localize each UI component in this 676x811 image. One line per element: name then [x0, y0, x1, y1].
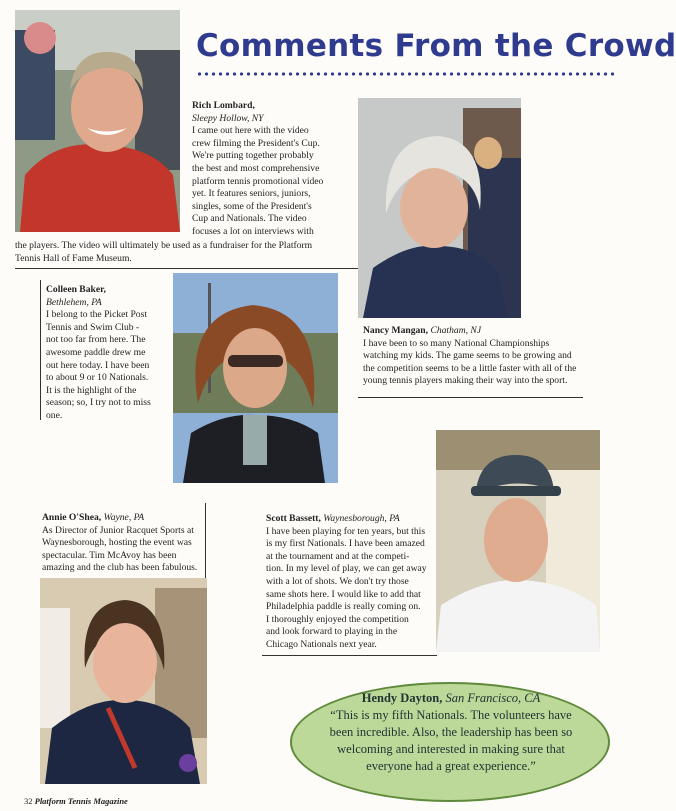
comment-line: It is the highlight of the: [46, 384, 137, 396]
comment-line: the players. The video will ultimately be used as a fundraiser for the Platform: [15, 240, 313, 251]
commenter-name: Colleen Baker,: [46, 284, 106, 295]
comment-line: I have been playing for ten years, but this: [266, 525, 426, 537]
scott-bassett-photo: [436, 430, 600, 652]
comment-line: everyone had a great experience.”: [366, 759, 536, 773]
divider-line: [40, 280, 41, 420]
comment-line: awesome paddle drew me: [46, 346, 146, 358]
comment-line: been incredible. Also, the leadership has been so: [329, 725, 573, 739]
comment-line: I came out here with the video: [192, 125, 309, 137]
comment-line: As Director of Junior Racquet Sports at: [42, 524, 194, 536]
comment-line: yet. It features seniors, juniors,: [192, 188, 311, 200]
comment-line: amazing and the club has been fabulous.: [42, 562, 198, 574]
comment-line: We're putting together probably: [192, 150, 314, 162]
divider-line: [358, 397, 583, 398]
comment-line: welcoming and interested in making sure that: [337, 742, 565, 756]
commenter-name: Rich Lombard,: [192, 100, 255, 111]
comment-line: Tennis Hall of Fame Museum.: [15, 252, 132, 264]
comment-line: spectacular. Tim McAvoy has been: [42, 549, 177, 561]
comment-line: and look forward to playing in the: [266, 626, 398, 638]
commenter-name: Scott Bassett,: [266, 513, 321, 524]
commenter-name: Annie O'Shea,: [42, 512, 102, 523]
comment-line: I thoroughly enjoyed the competition: [266, 613, 409, 625]
comment-line: with a lot of shots. We don't try those: [266, 575, 409, 587]
comment-line: is my first Nationals. I have been amazed: [266, 538, 425, 550]
rich-lombard-photo: [15, 10, 180, 232]
commenter-location: Bethlehem, PA: [46, 296, 102, 308]
rich-lombard-comment-tail: [15, 240, 355, 265]
comment-line: the best and most comprehensive: [192, 162, 320, 174]
comment-line: same shots here. I would like to add that: [266, 588, 421, 600]
commenter-location: Waynesborough, PA: [323, 513, 400, 524]
colleen-baker-photo: [173, 273, 338, 483]
nancy-mangan-comment: [363, 325, 588, 388]
comment-line: young tennis players making their way into the sport.: [363, 375, 568, 387]
annie-oshea-comment: [42, 512, 212, 575]
comment-line: season; so, I try not to miss: [46, 397, 151, 409]
annie-oshea-photo: [40, 578, 207, 784]
colleen-baker-comment: [46, 284, 171, 423]
comment-line: Waynesborough, hosting the event was: [42, 537, 192, 549]
comment-line: I belong to the Picket Post: [46, 309, 147, 321]
comment-line: not too far from here. The: [46, 334, 146, 346]
dotted-divider: [196, 72, 616, 76]
divider-line: [262, 655, 437, 656]
comment-line: at the tournament and at the competi-: [266, 550, 410, 562]
page-footer: [24, 796, 128, 806]
commenter-name: Nancy Mangan,: [363, 325, 429, 336]
comment-line: out here today. I have been: [46, 359, 150, 371]
comment-line: Chicago Nationals next year.: [266, 638, 377, 650]
comment-line: Philadelphia paddle is really coming on.: [266, 601, 421, 613]
comment-line: watching my kids. The game seems to be growing and: [363, 350, 572, 362]
comment-line: to about 9 or 10 Nationals.: [46, 372, 149, 384]
comment-line: the competition seems to be a little faster with all of the: [363, 362, 577, 374]
rich-lombard-comment: [192, 100, 357, 239]
comment-line: tion. In my level of play, we can get away: [266, 563, 427, 575]
comment-line: crew filming the President's Cup.: [192, 137, 320, 149]
commenter-location: San Francisco, CA: [445, 691, 541, 705]
divider-line: [205, 503, 206, 583]
page-title: Comments From the Crowd: [196, 28, 676, 64]
comment-line: “This is my fifth Nationals. The volunteers have: [330, 708, 572, 722]
hendy-dayton-comment: [305, 690, 597, 775]
nancy-mangan-photo: [358, 98, 521, 318]
comment-line: Cup and Nationals. The video: [192, 213, 307, 225]
commenter-location: Wayne, PA: [103, 512, 145, 523]
commenter-location: Chatham, NJ: [430, 325, 482, 336]
page-number: 32: [24, 796, 33, 806]
comment-line: Tennis and Swim Club -: [46, 321, 140, 333]
comment-line: I have been to so many National Championships: [363, 337, 550, 349]
magazine-name: Platform Tennis Magazine: [34, 796, 128, 806]
commenter-location: Sleepy Hollow, NY: [192, 112, 264, 124]
comment-line: singles, some of the President's: [192, 200, 312, 212]
comment-line: focuses a lot on interviews with: [192, 225, 314, 237]
scott-bassett-comment: [266, 513, 446, 652]
comment-line: platform tennis promotional video: [192, 175, 324, 187]
commenter-name: Hendy Dayton,: [361, 691, 443, 705]
comment-line: one.: [46, 409, 63, 421]
divider-line: [15, 268, 360, 269]
